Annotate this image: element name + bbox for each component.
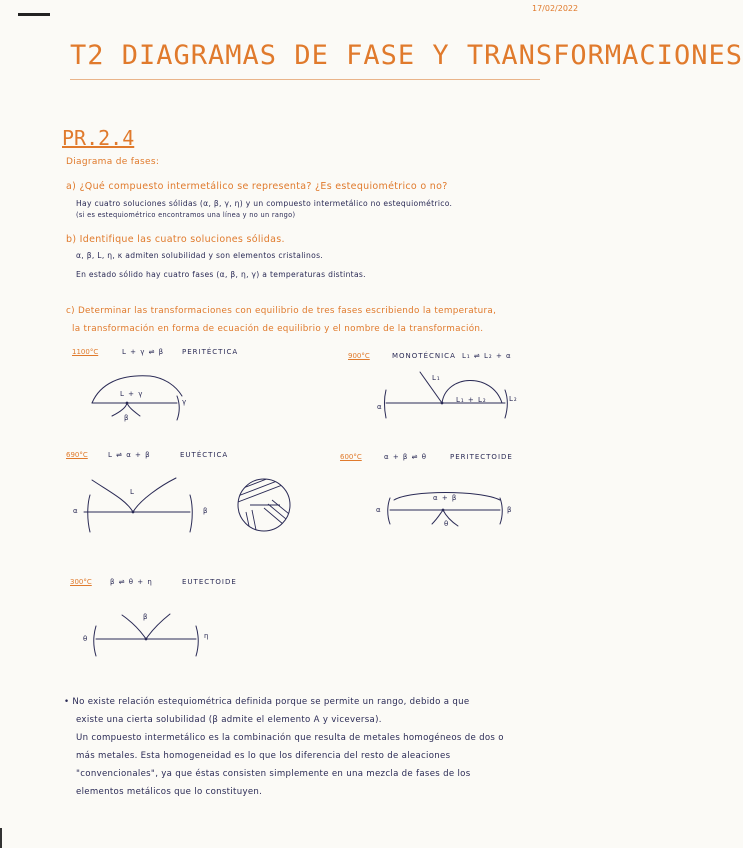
note-line-5: "convencionales", ya que éstas consisten simplemente en una mezcla de fases de los — [76, 769, 471, 779]
d4-name: PERITECTOIDE — [450, 453, 513, 461]
d4-right-solvus — [500, 498, 502, 524]
microstructure-icon — [238, 470, 294, 540]
question-c-1: c) Determinar las transformaciones con equilibrio de tres fases escribiendo la temperatura, — [66, 306, 497, 316]
d3-left-label: α — [73, 507, 79, 515]
d5-left-solvus — [94, 626, 96, 656]
d4-equation: α + β ⇌ θ — [384, 453, 427, 461]
page-title: T2 DIAGRAMAS DE FASE Y TRANSFORMACIONES — [70, 40, 743, 71]
note-line-4: más metales. Esta homogeneidad es lo que los diferencia del resto de aleaciones — [76, 751, 451, 761]
note-line-6: elementos metálicos que lo constituyen. — [76, 787, 263, 797]
d5-left-label: θ — [83, 635, 89, 643]
d4-region: α + β — [433, 494, 458, 502]
d2-right-solvus — [505, 390, 507, 418]
note-line-3: Un compuesto intermetálico es la combinación que resulta de metales homogéneos de dos o — [76, 733, 504, 743]
d1-equation: L + γ ⇌ β — [122, 348, 165, 356]
answer-a-2: (si es estequiométrico encontramos una línea y no un rango) — [76, 211, 296, 219]
d2-temp: 900°C — [348, 352, 370, 360]
d1-temp: 1100°C — [72, 348, 99, 356]
d5-right-arc — [146, 614, 170, 639]
d3-name: EUTÉCTICA — [180, 451, 229, 459]
d3-left-liquidus — [92, 480, 133, 512]
answer-a-1: Hay cuatro soluciones sólidas (α, β, γ, η) y un compuesto intermetálico no estequiométrico. — [76, 199, 453, 208]
d1-liquidus — [92, 376, 182, 403]
d2-dome — [442, 380, 502, 403]
d4-bottom-label: θ — [444, 520, 450, 528]
section-code: PR.2.4 — [62, 126, 135, 150]
d2-equation: L₁ ⇌ L₂ + α — [462, 352, 512, 360]
d3-right-liquidus — [133, 478, 176, 512]
d1-right-label: γ — [182, 398, 188, 406]
d1-v-left — [112, 403, 127, 416]
d3-region: L — [130, 488, 135, 496]
d3-equation: L ⇌ α + β — [108, 451, 151, 459]
note-line-1: • No existe relación estequiométrica definida porque se permite un rango, debido a que — [64, 697, 470, 707]
d2-line — [420, 372, 442, 403]
d5-left-arc — [122, 613, 149, 639]
d1-bottom-label: β — [124, 414, 130, 422]
answer-b-1: α, β, L, η, κ admiten solubilidad y son elementos cristalinos. — [76, 251, 324, 260]
d2-right-label: L₂ — [509, 395, 518, 403]
d2-top-label: L₁ — [432, 374, 441, 382]
d1-name: PERITÉCTICA — [182, 348, 239, 356]
d1-v-right — [127, 403, 140, 416]
d5-right-label: η — [204, 632, 210, 640]
d3-left-solvus — [88, 495, 90, 532]
question-a: a) ¿Qué compuesto intermetálico se representa? ¿Es estequiométrico o no? — [66, 181, 448, 192]
d4-temp: 600°C — [340, 453, 362, 461]
d2-name: MONOTÉCNICA — [392, 352, 456, 360]
d4-v-right — [443, 510, 458, 526]
d4-v-left — [432, 510, 443, 524]
d5-right-solvus — [196, 626, 198, 656]
section-subtitle: Diagrama de fases: — [66, 157, 160, 167]
answer-b-2: En estado sólido hay cuatro fases (α, β, η, γ) a temperaturas distintas. — [76, 270, 366, 279]
left-edge-mark — [0, 828, 2, 848]
d2-left-solvus — [385, 390, 387, 418]
question-c-2: la transformación en forma de ecuación de equilibrio y el nombre de la transformación. — [72, 324, 484, 334]
d5-name: EUTECTOIDE — [182, 578, 237, 586]
d4-left-solvus — [388, 498, 390, 524]
date: 17/02/2022 — [532, 4, 579, 13]
d3-right-solvus — [190, 495, 192, 532]
d1-region: L + γ — [120, 390, 144, 398]
d5-equation: β ⇌ θ + η — [110, 578, 153, 586]
d5-top-label: β — [143, 613, 149, 621]
d3-right-label: β — [203, 507, 209, 515]
d4-left-label: α — [376, 506, 382, 514]
d5-temp: 300°C — [70, 578, 92, 586]
d2-left-label: α — [377, 403, 383, 411]
note-line-2: existe una cierta solubilidad (β admite el elemento A y viceversa). — [76, 715, 382, 725]
question-b: b) Identifique las cuatro soluciones sólidas. — [66, 234, 285, 245]
d4-right-label: β — [507, 506, 513, 514]
d2-region: L₁ + L₂ — [456, 396, 487, 404]
d4-top-arc — [394, 493, 500, 501]
d1-right-solvus — [177, 396, 179, 420]
d3-temp: 690°C — [66, 451, 88, 459]
